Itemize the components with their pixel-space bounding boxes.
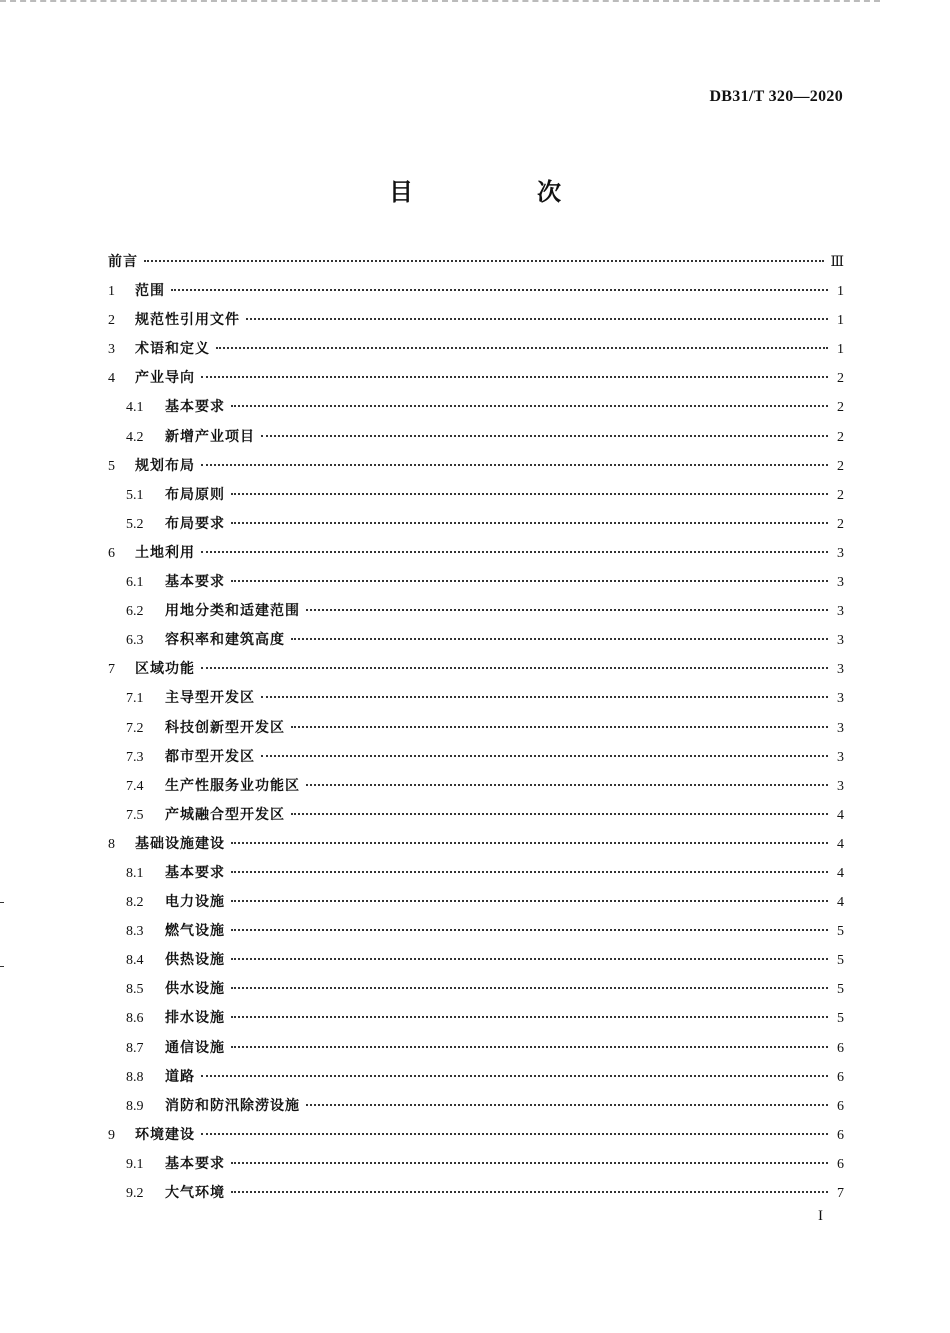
toc-entry-number: 8.9 <box>126 1098 144 1114</box>
toc-entry-page: 6 <box>837 1127 844 1143</box>
toc-leader-dots <box>261 754 828 757</box>
toc-entry-title: 范围 <box>135 283 165 300</box>
toc-entry-page: 4 <box>837 865 844 881</box>
toc-entry-page: 6 <box>837 1098 844 1114</box>
toc-entry[interactable] <box>108 888 844 917</box>
toc-entry-page: 1 <box>837 342 844 358</box>
toc-entry[interactable] <box>108 626 844 655</box>
toc-leader-dots <box>231 579 828 582</box>
toc-entry[interactable] <box>108 248 844 277</box>
toc-leader-dots <box>201 375 828 378</box>
toc-entry-number: 9.2 <box>126 1186 144 1201</box>
toc-entry[interactable] <box>108 1150 844 1179</box>
toc-entry-number: 7 <box>108 662 115 678</box>
toc-leader-dots <box>261 434 828 437</box>
toc-entry[interactable] <box>108 1121 844 1150</box>
toc-entry-number: 7.5 <box>126 807 144 823</box>
toc-leader-dots <box>291 812 828 815</box>
toc-entry-title: 新增产业项目 <box>165 428 255 445</box>
toc-entry[interactable] <box>108 1034 844 1063</box>
toc-entry-page: 6 <box>837 1040 844 1056</box>
toc-entry-number: 5.1 <box>126 487 144 503</box>
toc-entry-title: 基本要求 <box>165 399 225 416</box>
toc-entry[interactable] <box>108 1092 844 1121</box>
toc-leader-dots <box>216 346 828 349</box>
toc-entry-number: 4.2 <box>126 429 144 445</box>
toc-leader-dots <box>231 957 828 960</box>
toc-leader-dots <box>231 986 828 989</box>
toc-entry-page: 2 <box>837 400 844 416</box>
toc-entry[interactable] <box>108 277 844 306</box>
toc-entry[interactable] <box>108 684 844 713</box>
toc-entry-title: 主导型开发区 <box>165 690 255 707</box>
toc-entry-title: 通信设施 <box>165 1039 225 1056</box>
toc-entry-number: 6.3 <box>126 633 144 649</box>
toc-entry[interactable] <box>108 364 844 393</box>
toc-entry-page: 4 <box>837 895 844 911</box>
toc-entry-title: 排水设施 <box>165 1010 225 1027</box>
toc-entry[interactable] <box>108 481 844 510</box>
toc-entry-title: 环境建设 <box>135 1126 195 1143</box>
toc-entry[interactable] <box>108 452 844 481</box>
toc-entry-title: 供热设施 <box>165 952 225 969</box>
toc-entry-title: 规范性引用文件 <box>135 312 240 329</box>
toc-entry-page: 2 <box>837 516 844 532</box>
toc-entry-title: 前言 <box>108 254 138 270</box>
scan-margin-mark <box>0 966 4 967</box>
toc-leader-dots <box>231 928 828 931</box>
toc-leader-dots <box>231 1045 828 1048</box>
toc-entry-title: 科技创新型开发区 <box>165 719 285 736</box>
toc-entry[interactable] <box>108 335 844 364</box>
toc-entry-page: 2 <box>837 429 844 445</box>
toc-entry-page: 3 <box>837 545 844 561</box>
toc-entry[interactable] <box>108 830 844 859</box>
toc-entry-page: 3 <box>837 662 844 678</box>
toc-entry[interactable] <box>108 772 844 801</box>
toc-entry[interactable] <box>108 975 844 1004</box>
toc-entry-number: 6 <box>108 545 115 561</box>
toc-entry-title: 基础设施建设 <box>135 835 225 852</box>
scan-margin-mark <box>0 902 4 903</box>
toc-entry-page: 2 <box>837 487 844 503</box>
toc-entry-title: 容积率和建筑高度 <box>165 632 285 649</box>
toc-leader-dots <box>201 1132 828 1135</box>
toc-entry-page: 1 <box>837 284 844 300</box>
toc-entry-page: Ⅲ <box>830 255 844 270</box>
toc-entry-page: 3 <box>837 720 844 736</box>
toc-entry-title: 区域功能 <box>135 661 195 678</box>
toc-entry-number: 8 <box>108 836 115 852</box>
toc-entry-number: 1 <box>108 284 115 300</box>
toc-entry-page: 5 <box>837 924 844 940</box>
toc-entry-number: 6.2 <box>126 604 144 620</box>
toc-leader-dots <box>291 637 828 640</box>
toc-leader-dots <box>201 666 828 669</box>
toc-entry-number: 8.5 <box>126 982 144 998</box>
toc-entry-title: 电力设施 <box>165 894 225 911</box>
toc-leader-dots <box>231 404 828 407</box>
toc-entry[interactable] <box>108 1004 844 1033</box>
toc-leader-dots <box>201 463 828 466</box>
toc-entry-number: 9.1 <box>126 1156 144 1172</box>
toc-leader-dots <box>144 259 824 262</box>
toc-entry-title: 消防和防汛除涝设施 <box>165 1097 300 1114</box>
page-number: I <box>818 1208 823 1224</box>
toc-entry-page: 7 <box>837 1186 844 1201</box>
toc-entry-title: 都市型开发区 <box>165 748 255 765</box>
toc-entry-title: 术语和定义 <box>135 341 210 358</box>
toc-entry-page: 3 <box>837 778 844 794</box>
toc-entry-title: 基本要求 <box>165 574 225 591</box>
toc-entry-title: 布局原则 <box>165 486 225 503</box>
toc-entry-number: 8.2 <box>126 895 144 911</box>
toc-entry[interactable] <box>108 568 844 597</box>
toc-entry-page: 3 <box>837 604 844 620</box>
toc-leader-dots <box>171 288 828 291</box>
toc-leader-dots <box>306 1103 828 1106</box>
toc-leader-dots <box>231 899 828 902</box>
toc-entry-page: 6 <box>837 1069 844 1085</box>
toc-entry-title: 大气环境 <box>165 1185 225 1201</box>
toc-entry[interactable] <box>108 743 844 772</box>
toc-leader-dots <box>246 317 828 320</box>
toc-entry-number: 5 <box>108 458 115 474</box>
toc-entry-page: 3 <box>837 749 844 765</box>
toc-entry-page: 5 <box>837 1011 844 1027</box>
toc-entry-page: 2 <box>837 458 844 474</box>
toc-entry[interactable] <box>108 393 844 422</box>
toc-entry[interactable] <box>108 801 844 830</box>
toc-entry-number: 3 <box>108 342 115 358</box>
toc-leader-dots <box>306 783 828 786</box>
toc-entry-title: 供水设施 <box>165 981 225 998</box>
toc-entry-title: 产业导向 <box>135 370 195 387</box>
toc-entry-title: 生产性服务业功能区 <box>165 777 300 794</box>
toc-entry-page: 3 <box>837 633 844 649</box>
toc-entry-page: 6 <box>837 1156 844 1172</box>
toc-entry[interactable] <box>108 859 844 888</box>
toc-leader-dots <box>291 725 828 728</box>
toc-leader-dots <box>261 695 828 698</box>
toc-entry-number: 8.8 <box>126 1069 144 1085</box>
toc-entry-number: 4 <box>108 371 115 387</box>
toc-entry-number: 5.2 <box>126 516 144 532</box>
toc-entry-number: 4.1 <box>126 400 144 416</box>
toc-leader-dots <box>306 608 828 611</box>
toc-leader-dots <box>201 550 828 553</box>
toc-entry-page: 5 <box>837 982 844 998</box>
toc-entry[interactable] <box>108 423 844 452</box>
toc-entry[interactable] <box>108 597 844 626</box>
toc-entry-page: 1 <box>837 313 844 329</box>
toc-title: 目 次 <box>389 178 611 206</box>
toc-entry[interactable] <box>108 655 844 684</box>
toc-leader-dots <box>231 870 828 873</box>
toc-entry-title: 布局要求 <box>165 515 225 532</box>
toc-entry-title: 基本要求 <box>165 864 225 881</box>
toc-entry-title: 燃气设施 <box>165 923 225 940</box>
toc-entry-number: 8.1 <box>126 865 144 881</box>
toc-entry-title: 道路 <box>165 1068 195 1085</box>
toc-entry[interactable] <box>108 1063 844 1092</box>
toc-entry-page: 2 <box>837 371 844 387</box>
toc-entry-number: 7.1 <box>126 691 144 707</box>
toc-leader-dots <box>231 841 828 844</box>
toc-leader-dots <box>231 492 828 495</box>
toc-entry-page: 4 <box>837 836 844 852</box>
toc-leader-dots <box>231 1190 828 1193</box>
toc-entry-number: 7.2 <box>126 720 144 736</box>
toc-entry-title: 用地分类和适建范围 <box>165 603 300 620</box>
toc-entry-number: 8.7 <box>126 1040 144 1056</box>
toc-entry[interactable] <box>108 306 844 335</box>
toc-leader-dots <box>201 1074 828 1077</box>
toc-entry-number: 9 <box>108 1127 115 1143</box>
toc-entry[interactable] <box>108 917 844 946</box>
table-of-contents <box>108 248 844 1208</box>
toc-entry-number: 8.6 <box>126 1011 144 1027</box>
toc-entry-title: 土地利用 <box>135 544 195 561</box>
toc-entry-title: 基本要求 <box>165 1155 225 1172</box>
toc-entry-page: 5 <box>837 953 844 969</box>
toc-entry-number: 6.1 <box>126 575 144 591</box>
toc-entry[interactable] <box>108 1179 844 1208</box>
toc-entry-title: 规划布局 <box>135 457 195 474</box>
toc-entry-number: 8.4 <box>126 953 144 969</box>
toc-entry[interactable] <box>108 539 844 568</box>
toc-entry[interactable] <box>108 714 844 743</box>
toc-entry[interactable] <box>108 946 844 975</box>
toc-entry-page: 3 <box>837 691 844 707</box>
toc-entry-number: 7.3 <box>126 749 144 765</box>
toc-entry-page: 3 <box>837 575 844 591</box>
toc-entry-number: 2 <box>108 313 115 329</box>
scan-top-edge <box>0 0 880 5</box>
toc-leader-dots <box>231 1161 828 1164</box>
toc-entry-number: 8.3 <box>126 924 144 940</box>
toc-entry[interactable] <box>108 510 844 539</box>
toc-entry-number: 7.4 <box>126 778 144 794</box>
toc-entry-title: 产城融合型开发区 <box>165 806 285 823</box>
toc-leader-dots <box>231 521 828 524</box>
document-code: DB31/T 320—2020 <box>709 88 843 105</box>
toc-entry-page: 4 <box>837 807 844 823</box>
toc-leader-dots <box>231 1015 828 1018</box>
